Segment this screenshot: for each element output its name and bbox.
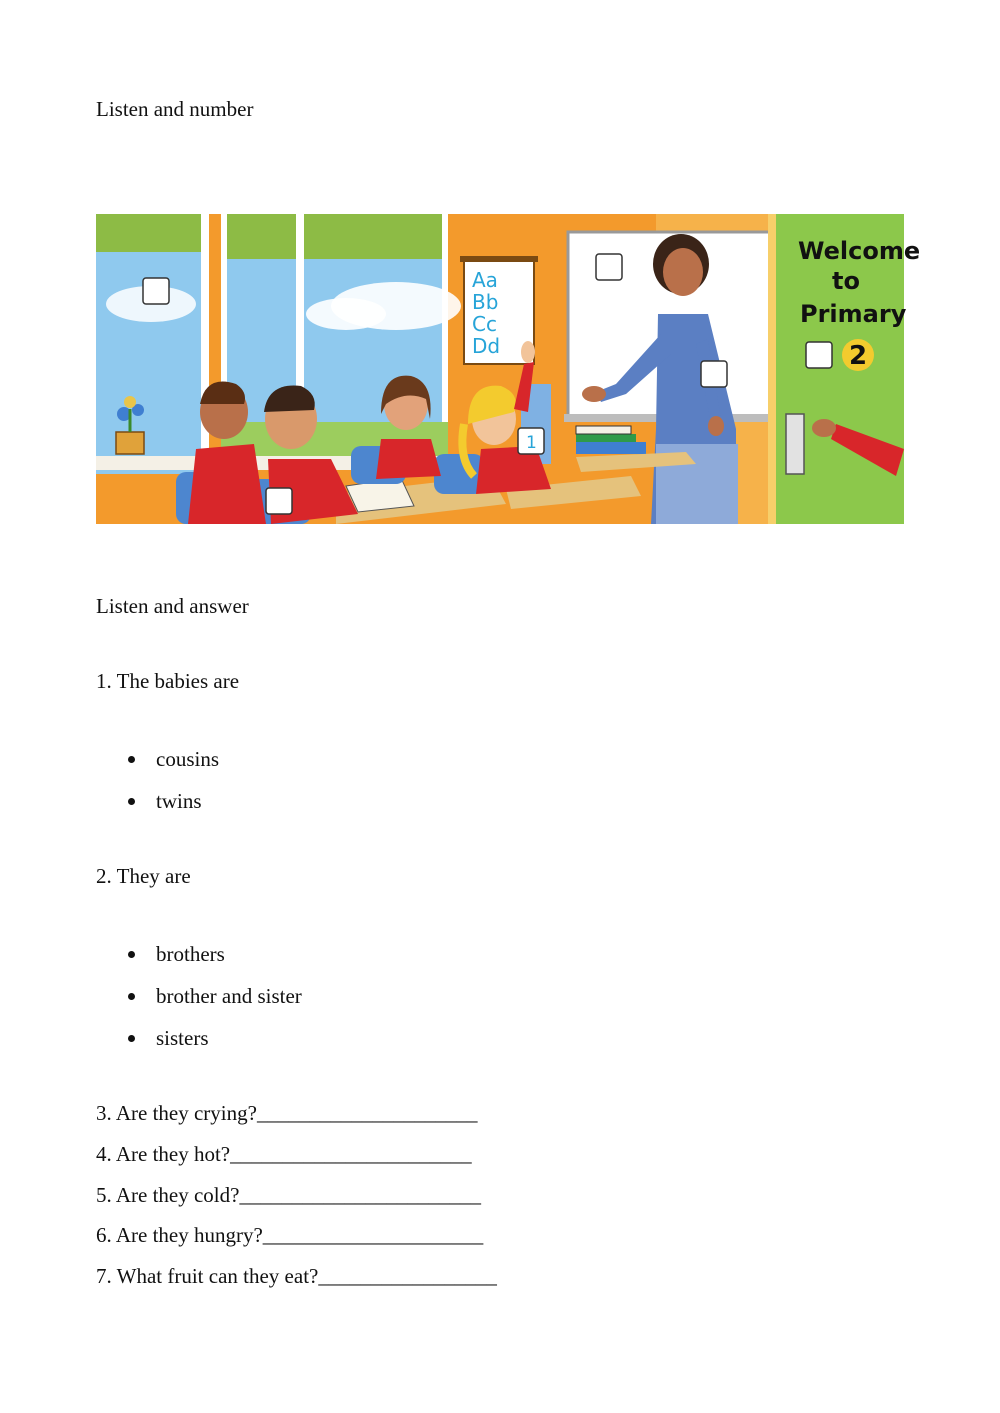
alphabet-dd: Dd: [472, 334, 501, 358]
answer-box-window[interactable]: [143, 278, 169, 304]
question-2-options: [128, 941, 302, 1067]
question-1-options: [128, 746, 219, 830]
question-7[interactable]: 7. What fruit can they eat?_________________: [96, 1264, 497, 1288]
alphabet-cc: Cc: [472, 312, 497, 336]
classroom-illustration: [96, 214, 921, 524]
answer-box-chair[interactable]: [266, 488, 292, 514]
sign-number: 2: [849, 341, 868, 371]
sign-welcome: Welcome: [798, 237, 921, 265]
question-6[interactable]: 6. Are they hungry?_____________________: [96, 1223, 484, 1247]
answer-box-door-sign[interactable]: [806, 342, 832, 368]
question-1: 1. The babies are: [96, 669, 240, 693]
door: [768, 214, 920, 524]
window-middle: [221, 214, 461, 464]
sign-to: to: [832, 267, 860, 295]
instruction-listen-number: Listen and number: [96, 97, 254, 121]
example-number: 1: [526, 433, 537, 453]
window-left: [96, 214, 209, 474]
question-3[interactable]: 3. Are they crying?_____________________: [96, 1101, 478, 1125]
option-sisters[interactable]: sisters: [128, 1025, 302, 1067]
question-2: 2. They are: [96, 864, 191, 888]
alphabet-bb: Bb: [472, 290, 499, 314]
option-twins[interactable]: twins: [128, 788, 219, 830]
option-brother-and-sister[interactable]: brother and sister: [128, 983, 302, 1025]
question-4[interactable]: 4. Are they hot?_______________________: [96, 1142, 472, 1166]
alphabet-aa: Aa: [472, 268, 498, 292]
answer-box-whiteboard[interactable]: [596, 254, 622, 280]
question-5[interactable]: 5. Are they cold?_______________________: [96, 1183, 481, 1207]
option-cousins[interactable]: cousins: [128, 746, 219, 788]
instruction-listen-answer: Listen and answer: [96, 594, 249, 618]
sign-primary: Primary: [800, 300, 907, 328]
answer-box-teacher[interactable]: [701, 361, 727, 387]
answer-box-example: [518, 428, 544, 454]
option-brothers[interactable]: brothers: [128, 941, 302, 983]
